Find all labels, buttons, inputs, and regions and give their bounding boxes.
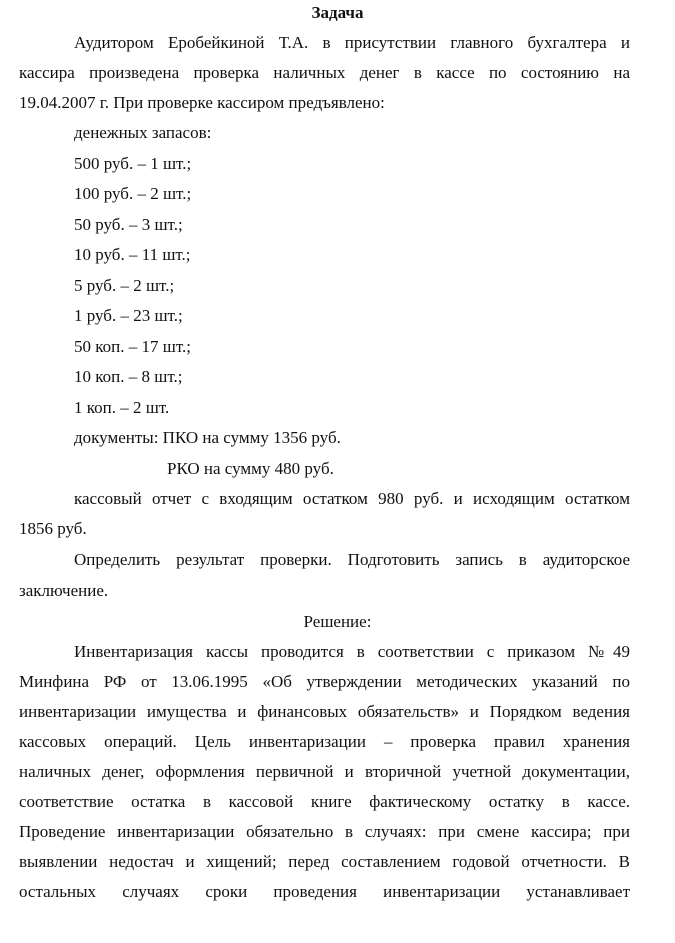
report-line: 1856 руб.	[19, 519, 87, 538]
cash-item: 1 руб. – 23 шт.;	[74, 306, 183, 325]
solution-line: Проведение инвентаризации обязательно в случаях: при смене кассира; при	[19, 822, 630, 841]
cash-item: 50 коп. – 17 шт.;	[74, 337, 191, 356]
solution-line: инвентаризации имущества и финансовых обязательств» и Порядком ведения	[19, 702, 630, 721]
intro-line: кассира произведена проверка наличных денег в кассе по состоянию на	[19, 63, 630, 82]
cash-item: 10 руб. – 11 шт.;	[74, 245, 191, 264]
documents-line: документы: ПКО на сумму 1356 руб.	[74, 428, 341, 447]
solution-line: остальных случаях сроки проведения инвентаризации устанавливает	[19, 882, 630, 901]
solution-line: соответствие остатка в кассовой книге фактическому остатку в кассе.	[19, 792, 630, 811]
intro-paragraph	[19, 32, 630, 92]
cash-header: денежных запасов:	[74, 123, 212, 142]
cash-item: 5 руб. – 2 шт.;	[74, 276, 175, 295]
cash-item: 1 коп. – 2 шт.	[74, 398, 170, 417]
question-line: заключение.	[19, 581, 109, 600]
question-paragraph	[19, 549, 630, 579]
solution-line: Инвентаризация кассы проводится в соответствии с приказом №49	[74, 642, 630, 661]
report-paragraph	[19, 488, 630, 518]
intro-line: 19.04.2007 г. При проверке кассиром предъявлено:	[19, 93, 385, 112]
cash-item: 50 руб. – 3 шт.;	[74, 215, 183, 234]
cash-item: 100 руб. – 2 шт.;	[74, 184, 192, 203]
question-line: Определить результат проверки. Подготовить запись в аудиторское	[74, 550, 630, 569]
solution-heading: Решение:	[303, 612, 372, 631]
cash-item: 500 руб. – 1 шт.;	[74, 154, 192, 173]
solution-line: кассовых операций. Цель инвентаризации – проверка правил хранения	[19, 732, 630, 751]
rko-line: РКО на сумму 480 руб.	[167, 459, 334, 478]
solution-paragraph	[19, 641, 630, 911]
solution-line: Минфина РФ от 13.06.1995 «Об утверждении методических указаний по	[19, 672, 630, 691]
intro-line: Аудитором Еробейкиной Т.А. в присутствии главного бухгалтера и	[74, 33, 630, 52]
solution-line: выявлении недостач и хищений; перед составлением годовой отчетности. В	[19, 852, 630, 871]
cash-item: 10 коп. – 8 шт.;	[74, 367, 183, 386]
solution-line: наличных денег, оформления первичной и вторичной учетной документации,	[19, 762, 630, 781]
report-line: кассовый отчет с входящим остатком 980 руб. и исходящим остатком	[74, 489, 630, 508]
page-title: Задача	[311, 3, 364, 22]
